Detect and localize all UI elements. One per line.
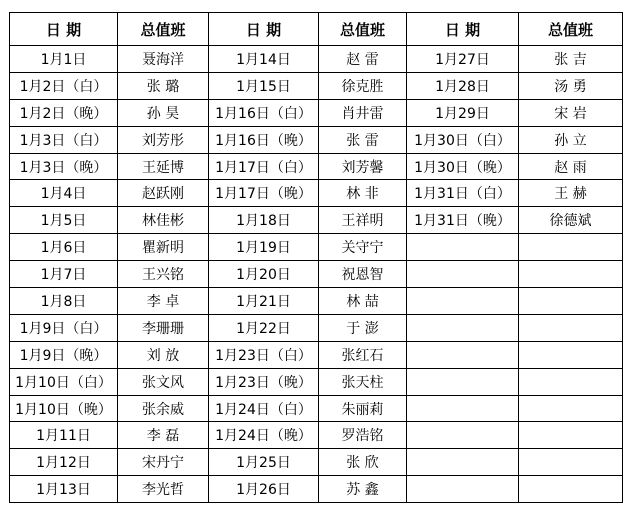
table-row bbox=[10, 72, 623, 99]
table-row bbox=[10, 341, 623, 368]
date-cell bbox=[407, 341, 519, 368]
date-cell: 1月19日 bbox=[209, 234, 319, 261]
duty-name-cell: 朱丽莉 bbox=[319, 395, 407, 422]
date-cell: 1月1日 bbox=[10, 46, 118, 73]
date-cell: 1月25日 bbox=[209, 449, 319, 476]
header-row bbox=[10, 13, 623, 46]
duty-name-cell: 林佳彬 bbox=[118, 207, 209, 234]
duty-name-cell: 瞿新明 bbox=[118, 234, 209, 261]
date-cell bbox=[407, 288, 519, 315]
duty-name-cell: 刘芳彤 bbox=[118, 126, 209, 153]
duty-name-cell: 聂海洋 bbox=[118, 46, 209, 73]
duty-name-cell: 于 澎 bbox=[319, 314, 407, 341]
date-cell: 1月16日（晚） bbox=[209, 126, 319, 153]
duty-name-cell: 王延博 bbox=[118, 153, 209, 180]
date-cell: 1月30日（晚） bbox=[407, 153, 519, 180]
table-row bbox=[10, 153, 623, 180]
table-row bbox=[10, 422, 623, 449]
duty-name-cell: 赵 雷 bbox=[319, 46, 407, 73]
date-cell: 1月23日（晚） bbox=[209, 368, 319, 395]
table-row bbox=[10, 288, 623, 315]
duty-name-cell bbox=[519, 234, 623, 261]
duty-header: 总值班 bbox=[319, 13, 407, 46]
date-cell: 1月20日 bbox=[209, 261, 319, 288]
date-cell bbox=[407, 234, 519, 261]
date-cell: 1月28日 bbox=[407, 72, 519, 99]
duty-name-cell: 苏 鑫 bbox=[319, 476, 407, 503]
date-header: 日 期 bbox=[209, 13, 319, 46]
duty-name-cell: 徐德斌 bbox=[519, 207, 623, 234]
duty-name-cell: 关守宁 bbox=[319, 234, 407, 261]
duty-schedule-table bbox=[9, 12, 623, 503]
duty-name-cell: 张 欣 bbox=[319, 449, 407, 476]
table-row bbox=[10, 395, 623, 422]
duty-name-cell: 汤 勇 bbox=[519, 72, 623, 99]
table-row bbox=[10, 99, 623, 126]
table-row bbox=[10, 207, 623, 234]
date-cell: 1月30日（白） bbox=[407, 126, 519, 153]
date-cell: 1月31日（晚） bbox=[407, 207, 519, 234]
date-cell: 1月6日 bbox=[10, 234, 118, 261]
duty-name-cell: 徐克胜 bbox=[319, 72, 407, 99]
duty-name-cell bbox=[519, 476, 623, 503]
duty-name-cell bbox=[519, 261, 623, 288]
duty-name-cell bbox=[519, 341, 623, 368]
date-cell: 1月3日（晚） bbox=[10, 153, 118, 180]
duty-name-cell: 张红石 bbox=[319, 341, 407, 368]
date-cell: 1月3日（白） bbox=[10, 126, 118, 153]
duty-name-cell: 肖井雷 bbox=[319, 99, 407, 126]
date-cell: 1月11日 bbox=[10, 422, 118, 449]
duty-header: 总值班 bbox=[519, 13, 623, 46]
duty-name-cell: 李光哲 bbox=[118, 476, 209, 503]
duty-name-cell: 孙 昊 bbox=[118, 99, 209, 126]
duty-name-cell: 宋 岩 bbox=[519, 99, 623, 126]
duty-name-cell: 张余威 bbox=[118, 395, 209, 422]
date-cell bbox=[407, 314, 519, 341]
duty-name-cell: 刘 放 bbox=[118, 341, 209, 368]
table-row bbox=[10, 126, 623, 153]
date-header: 日 期 bbox=[407, 13, 519, 46]
duty-name-cell: 林 喆 bbox=[319, 288, 407, 315]
date-cell: 1月9日（晚） bbox=[10, 341, 118, 368]
duty-name-cell: 王祥明 bbox=[319, 207, 407, 234]
date-cell: 1月24日（白） bbox=[209, 395, 319, 422]
date-cell: 1月24日（晚） bbox=[209, 422, 319, 449]
date-cell: 1月29日 bbox=[407, 99, 519, 126]
date-cell bbox=[407, 261, 519, 288]
duty-name-cell bbox=[519, 288, 623, 315]
table-row bbox=[10, 180, 623, 207]
duty-name-cell: 赵 雨 bbox=[519, 153, 623, 180]
date-cell bbox=[407, 449, 519, 476]
duty-name-cell: 李 磊 bbox=[118, 422, 209, 449]
date-cell: 1月23日（白） bbox=[209, 341, 319, 368]
date-cell: 1月2日（白） bbox=[10, 72, 118, 99]
watermark-overlay bbox=[391, 512, 641, 530]
date-cell: 1月2日（晚） bbox=[10, 99, 118, 126]
duty-name-cell: 赵跃刚 bbox=[118, 180, 209, 207]
date-cell: 1月27日 bbox=[407, 46, 519, 73]
date-cell: 1月17日（晚） bbox=[209, 180, 319, 207]
duty-name-cell: 张 吉 bbox=[519, 46, 623, 73]
date-cell: 1月8日 bbox=[10, 288, 118, 315]
table-row bbox=[10, 449, 623, 476]
duty-name-cell: 王 赫 bbox=[519, 180, 623, 207]
table-row bbox=[10, 234, 623, 261]
date-cell: 1月13日 bbox=[10, 476, 118, 503]
date-cell: 1月18日 bbox=[209, 207, 319, 234]
table-row bbox=[10, 368, 623, 395]
date-cell: 1月26日 bbox=[209, 476, 319, 503]
date-cell: 1月9日（白） bbox=[10, 314, 118, 341]
date-cell: 1月7日 bbox=[10, 261, 118, 288]
date-cell bbox=[407, 422, 519, 449]
duty-name-cell bbox=[519, 422, 623, 449]
date-cell: 1月15日 bbox=[209, 72, 319, 99]
date-cell bbox=[407, 368, 519, 395]
date-cell bbox=[407, 395, 519, 422]
table-row bbox=[10, 261, 623, 288]
duty-name-cell bbox=[519, 314, 623, 341]
date-cell bbox=[407, 476, 519, 503]
duty-name-cell bbox=[519, 368, 623, 395]
date-cell: 1月31日（白） bbox=[407, 180, 519, 207]
duty-name-cell: 李珊珊 bbox=[118, 314, 209, 341]
date-cell: 1月16日（白） bbox=[209, 99, 319, 126]
duty-name-cell: 张天柱 bbox=[319, 368, 407, 395]
date-cell: 1月10日（晚） bbox=[10, 395, 118, 422]
date-cell: 1月10日（白） bbox=[10, 368, 118, 395]
date-cell: 1月21日 bbox=[209, 288, 319, 315]
table-row bbox=[10, 476, 623, 503]
date-cell: 1月12日 bbox=[10, 449, 118, 476]
duty-name-cell: 祝恩智 bbox=[319, 261, 407, 288]
table-row bbox=[10, 314, 623, 341]
duty-name-cell: 李 卓 bbox=[118, 288, 209, 315]
duty-name-cell: 林 非 bbox=[319, 180, 407, 207]
date-cell: 1月22日 bbox=[209, 314, 319, 341]
duty-name-cell: 张文风 bbox=[118, 368, 209, 395]
table-row bbox=[10, 46, 623, 73]
duty-name-cell: 孙 立 bbox=[519, 126, 623, 153]
date-cell: 1月17日（白） bbox=[209, 153, 319, 180]
date-header: 日 期 bbox=[10, 13, 118, 46]
duty-name-cell: 宋丹宁 bbox=[118, 449, 209, 476]
date-cell: 1月4日 bbox=[10, 180, 118, 207]
duty-name-cell: 张 璐 bbox=[118, 72, 209, 99]
duty-header: 总值班 bbox=[118, 13, 209, 46]
duty-name-cell: 罗浩铭 bbox=[319, 422, 407, 449]
duty-name-cell: 刘芳馨 bbox=[319, 153, 407, 180]
date-cell: 1月14日 bbox=[209, 46, 319, 73]
duty-name-cell: 张 雷 bbox=[319, 126, 407, 153]
date-cell: 1月5日 bbox=[10, 207, 118, 234]
duty-name-cell: 王兴铭 bbox=[118, 261, 209, 288]
duty-name-cell bbox=[519, 395, 623, 422]
duty-name-cell bbox=[519, 449, 623, 476]
